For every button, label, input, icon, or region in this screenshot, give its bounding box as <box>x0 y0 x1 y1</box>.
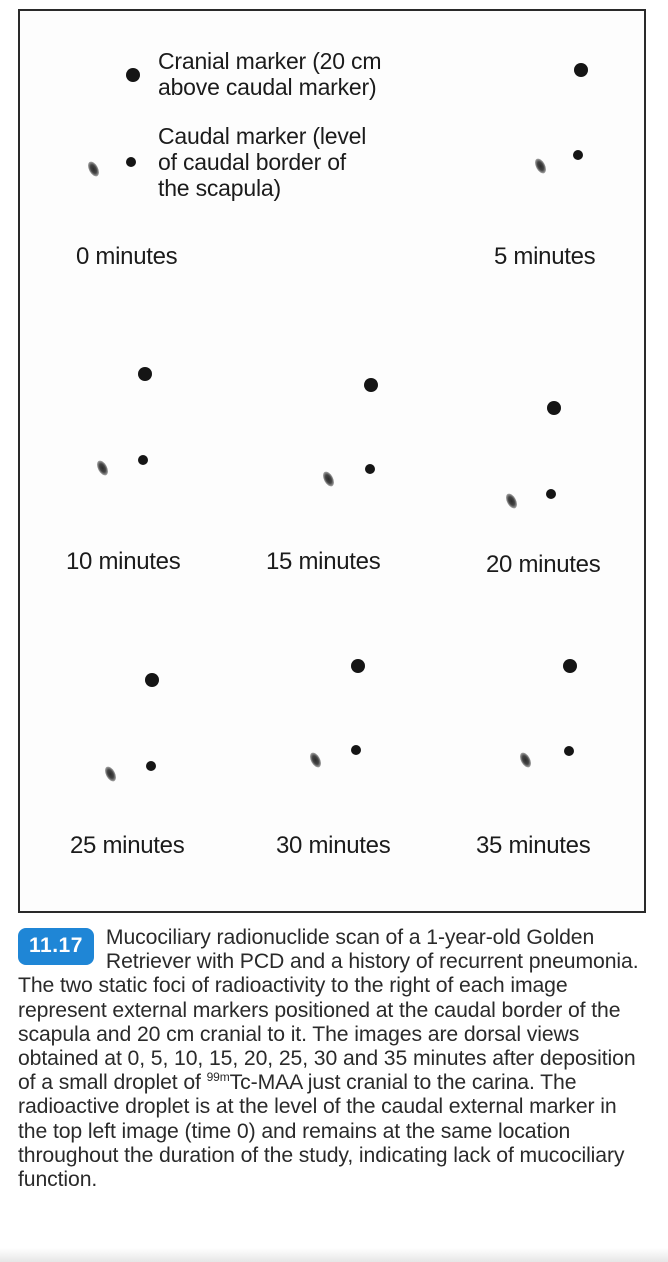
cranial-marker <box>145 673 159 687</box>
figure-caption <box>18 926 648 1192</box>
cranial-marker <box>547 401 561 415</box>
page-bottom-shade <box>0 1248 668 1262</box>
caudal-marker <box>138 455 148 465</box>
panel-time-label: 20 minutes <box>486 551 601 578</box>
annotation-line: the scapula) <box>158 175 281 201</box>
cranial-marker <box>364 378 378 392</box>
panel-time-label: 0 minutes <box>76 243 178 270</box>
caudal-marker <box>351 745 361 755</box>
figure-number-badge: 11.17 <box>18 928 94 965</box>
caudal-marker <box>146 761 156 771</box>
scan-figure <box>18 9 646 913</box>
caudal-marker <box>365 464 375 474</box>
caudal-marker-annotation <box>158 123 366 201</box>
panel-time-label: 15 minutes <box>266 548 381 575</box>
caudal-marker <box>546 489 556 499</box>
cranial-marker <box>126 68 140 82</box>
annotation-line: Caudal marker (level <box>158 123 367 149</box>
annotation-line: Cranial marker (20 cm <box>158 48 382 74</box>
panel-time-label: 35 minutes <box>476 832 591 859</box>
radioactive-droplet <box>103 765 118 783</box>
cranial-marker <box>351 659 365 673</box>
radioactive-droplet <box>86 160 101 178</box>
cranial-marker-annotation <box>158 48 381 100</box>
radioactive-droplet <box>518 751 533 769</box>
caudal-marker <box>126 157 136 167</box>
caudal-marker <box>564 746 574 756</box>
cranial-marker <box>138 367 152 381</box>
panel-time-label: 30 minutes <box>276 832 391 859</box>
isotope-superscript: 99m <box>206 1070 230 1085</box>
caption-text-continued: Tc-MAA just cranial to the carina. The radioactive droplet is at the level of the caudal external marker in the top left image (time 0) and remains at the same location throughout the duration of the study, indicating lack of mucociliary function. <box>18 1071 625 1192</box>
annotation-line: above caudal marker) <box>158 74 377 100</box>
radioactive-droplet <box>533 157 548 175</box>
radioactive-droplet <box>308 751 323 769</box>
panel-time-label: 10 minutes <box>66 548 181 575</box>
radioactive-droplet <box>321 470 336 488</box>
cranial-marker <box>574 63 588 77</box>
cranial-marker <box>563 659 577 673</box>
annotation-line: of caudal border of <box>158 149 346 175</box>
radioactive-droplet <box>95 459 110 477</box>
panel-time-label: 5 minutes <box>494 243 596 270</box>
radioactive-droplet <box>504 492 519 510</box>
panel-time-label: 25 minutes <box>70 832 185 859</box>
caption-text: Mucociliary radionuclide scan of a 1-year-old Golden Retriever with PCD and a history of recurrent pneumonia. The two static foci of radioactivity to the right of each image represent external markers positioned at the caudal border of the scapula and 20 cm cranial to it. The images are dorsal views obtained at 0, 5, 10, 15, 20, 25, 30 and 35 minutes after deposition of a small droplet of <box>18 926 639 1095</box>
caudal-marker <box>573 150 583 160</box>
